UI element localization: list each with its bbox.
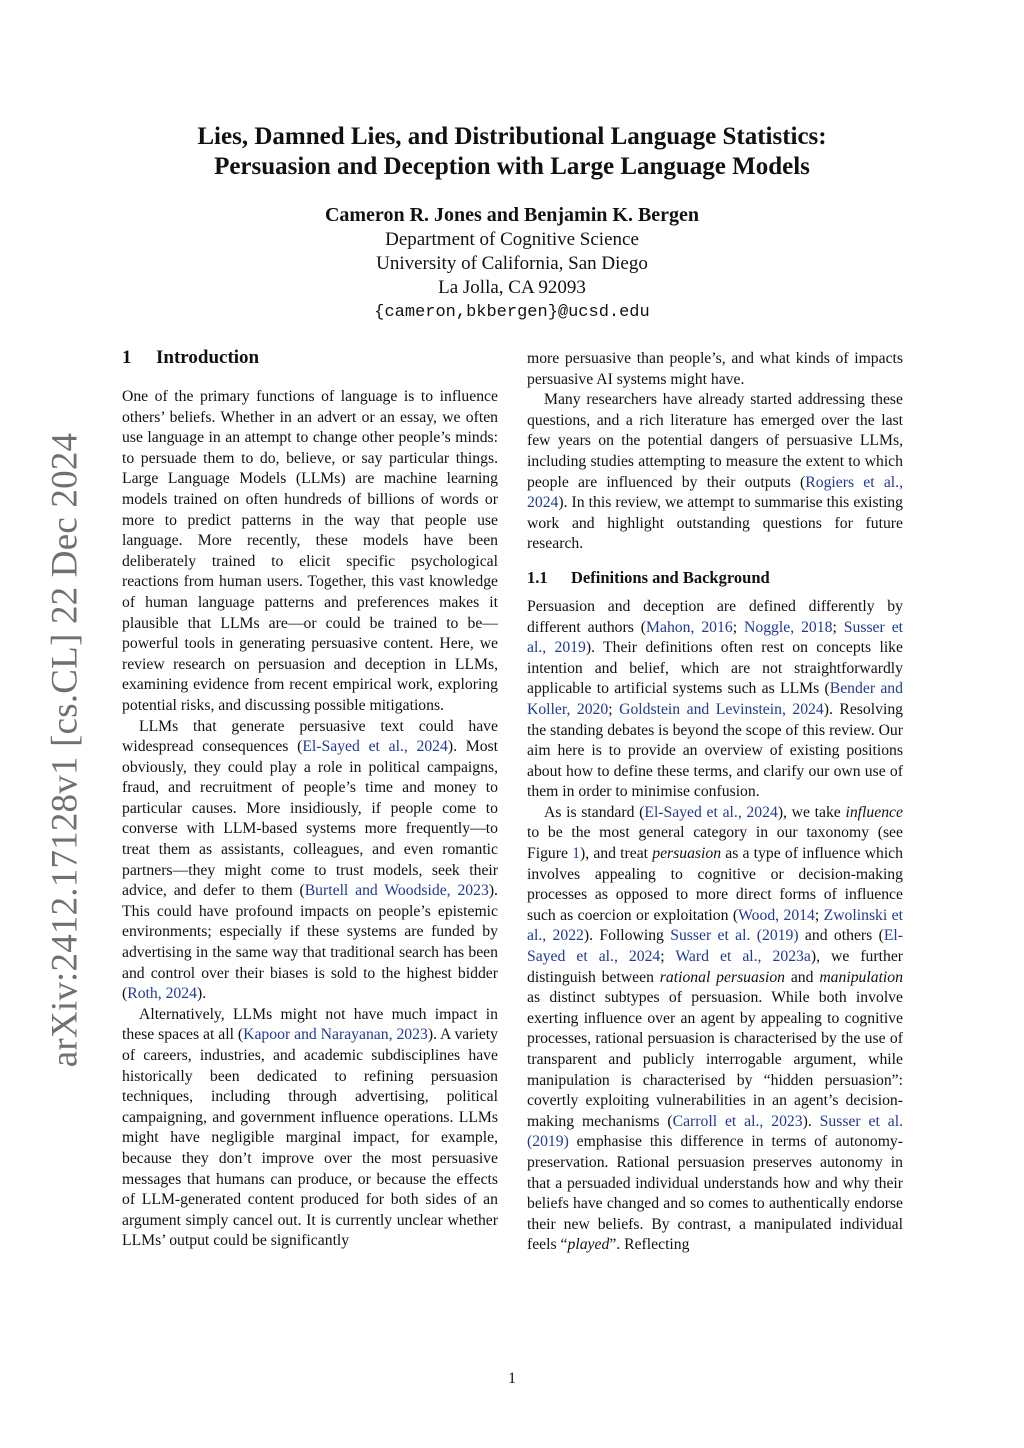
citation-link[interactable]: Goldstein and Levinstein, 2024 xyxy=(619,700,824,718)
citation-link[interactable]: Kapoor and Narayanan, 2023 xyxy=(243,1026,428,1044)
arxiv-identifier: arXiv:2412.17128v1 [cs.CL] 22 Dec 2024 xyxy=(44,432,86,1068)
citation-link[interactable]: Susser et al. (2019) xyxy=(527,1112,903,1151)
section-title: Introduction xyxy=(156,347,260,368)
definitions-paragraph-2: As is standard (El-Sayed et al., 2024), we take influence to be the most general category in our taxonomy (see Figure 1), and treat persuasion as a type of influence which involves appealing to cognitive or decision-making processes as opposed to more direct forms of influence such as coercion or exploitation (Wood, 2014; Zwolinski et al., 2022). Following Susser et al. (2019) and others (El-Sayed et al., 2024; Ward et al., 2023a), we further distinguish between rational persuasion and manipulation as distinct subtypes of persuasion. While both involve exerting influence over an agent by appealing to cognitive processes, rational persuasion is characterised by the use of transparent and publicly interrogable argument, while manipulation is characterised by “hidden persuasion”: covertly exploiting vulnerabilities in an agent’s decision-making mechanisms (Carroll et al., 2023). Susser et al. (2019) emphasise this difference in terms of autonomy-preservation. Rational persuasion preserves autonomy in that a persuaded individual understands how and why their beliefs have changed and so comes to authentically endorse their new beliefs. By contrast, a manipulated individual feels “played”. Reflecting xyxy=(527,803,904,1254)
intro-paragraph-3-continued: more persuasive than people’s, and what kinds of impacts persuasive AI systems might have. xyxy=(527,350,903,388)
citation-link[interactable]: Burtell and Woodside, 2023 xyxy=(304,882,489,900)
citation-link[interactable]: Roth, 2024 xyxy=(127,985,197,1003)
citation-link[interactable]: Carroll et al., 2023 xyxy=(672,1112,803,1130)
subsection-number: 1.1 xyxy=(527,567,548,587)
department: Department of Cognitive Science xyxy=(385,229,639,250)
citation-link[interactable]: Ward et al., 2023a xyxy=(675,948,811,966)
paper-title xyxy=(112,122,912,182)
citation-link[interactable]: Susser et al., 2019 xyxy=(527,618,904,657)
university: University of California, San Diego xyxy=(376,253,648,274)
subsection-title: Definitions and Background xyxy=(571,567,770,587)
left-column xyxy=(122,345,498,1252)
citation-link[interactable]: Wood, 2014 xyxy=(738,906,815,924)
intro-paragraph-1: One of the primary functions of language is to influence others’ beliefs. Whether in an advert or an essay, we often use language in an attempt to change other people’s minds: to persuade them to do, believe, or say particular things. Large Language Models (LLMs) are machine learning models trained on often hundreds of billions of words or more to predict patterns in the way that people use language. More recently, these models have been deliberately trained to elicit specific psychological reactions from human users. Together, this vast knowledge of human language patterns and preferences makes it plausible that LLMs are—or could be trained to be—powerful tools in generating persuasive content. Here, we review research on persuasion and deception in LLMs, examining evidence from recent empirical work, exploring potential risks, and discussing possible mitigations. xyxy=(122,388,498,714)
section-heading-introduction xyxy=(122,345,498,371)
page-number: 1 xyxy=(508,1370,516,1387)
section-number: 1 xyxy=(122,347,132,368)
location: La Jolla, CA 92093 xyxy=(438,277,586,298)
citation-link[interactable]: El-Sayed et al., 2024 xyxy=(302,738,448,756)
definitions-paragraph-1: Persuasion and deception are defined differently by different authors (Mahon, 2016; Noggle, 2018; Susser et al., 2019). Their definitions often rest on concepts like intention and belief, which are not straightforwardly applicable to artificial systems such as LLMs (Bender and Koller, 2020; Goldstein and Levinstein, 2024). Resolving the standing debates is beyond the scope of this review. Our aim here is to provide an overview of existing positions about how to define these terms, and clarify our own use of them in order to minimise confusion. xyxy=(527,597,904,801)
intro-paragraph-4: Many researchers have already started addressing these questions, and a rich literature has emerged over the last few years on the potential dangers of persuasive LLMs, including studies attempting to measure the extent to which people are influenced by their outputs (Rogiers et al., 2024). In this review, we attempt to summarise this existing work and highlight outstanding questions for future research. xyxy=(527,391,903,553)
right-column xyxy=(527,349,903,1256)
citation-link[interactable]: Susser et al. (2019) xyxy=(670,927,799,945)
title-line-2: Persuasion and Deception with Large Language Models xyxy=(214,153,810,180)
citation-link[interactable]: Rogiers et al., 2024 xyxy=(527,473,903,512)
citation-link[interactable]: El-Sayed et al., 2024 xyxy=(644,803,778,821)
citation-link[interactable]: El-Sayed et al., 2024 xyxy=(527,927,903,966)
intro-paragraph-2: LLMs that generate persuasive text could have widespread consequences (El-Sayed et al., 2024). Most obviously, they could play a role in political campaigns, fraud, and recruitment of people’s time and money to particular causes. More insidiously, if people come to converse with LLM-based systems more frequently—to treat them as assistants, colleagues, and even romantic partners—they might come to trust models, seek their advice, and defer to them (Burtell and Woodside, 2023). This could have profound impacts on people’s epistemic environments; especially if these systems are funded by advertising in the same way that traditional search has been and control over their biases is sold to the highest bidder (Roth, 2024). xyxy=(122,717,498,1003)
intro-paragraph-3: Alternatively, LLMs might not have much impact in these spaces at all (Kapoor and Narayanan, 2023). A variety of careers, industries, and academic subdisciplines have historically been dedicated to refining persuasion techniques, including through advertising, political campaigning, and government influence operations. LLMs might have negligible marginal impact, for example, because they don’t improve over the most persuasive messages that humans can produce, or because the effects of LLM-generated content produced for both sides of an argument simply cancel out. It is currently unclear whether LLMs’ output could be significantly xyxy=(122,1005,498,1250)
citation-link[interactable]: Zwolinski et al., 2022 xyxy=(527,906,903,945)
figure-link[interactable]: 1 xyxy=(572,845,580,863)
citation-link[interactable]: Bender and Koller, 2020 xyxy=(527,680,903,718)
title-line-1: Lies, Damned Lies, and Distributional Language Statistics: xyxy=(197,123,827,150)
subsection-heading-definitions xyxy=(527,567,903,589)
title-block xyxy=(112,122,912,326)
author-email: {cameron,bkbergen}@ucsd.edu xyxy=(374,303,650,322)
citation-link[interactable]: Mahon, 2016 xyxy=(646,618,733,636)
citation-link[interactable]: Noggle, 2018 xyxy=(744,618,833,636)
authors: Cameron R. Jones and Benjamin K. Bergen xyxy=(324,204,700,226)
